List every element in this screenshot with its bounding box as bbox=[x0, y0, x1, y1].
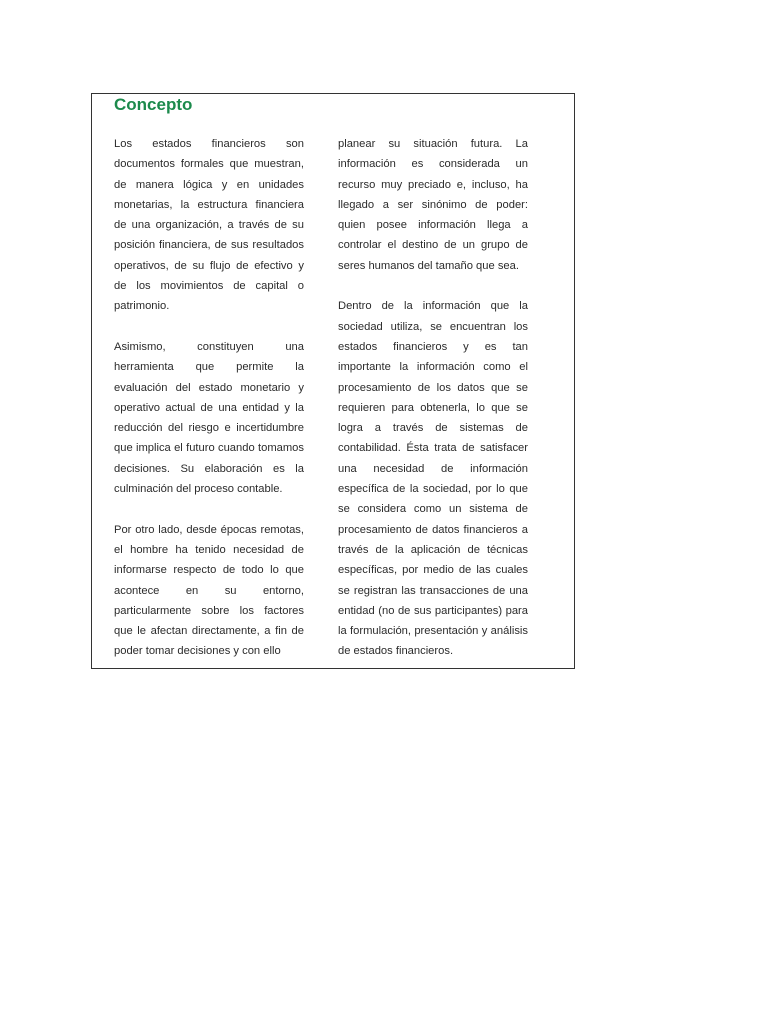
paragraph: Dentro de la información que la sociedad utiliza, se encuentran los estados financieros y es tan importante la información como el procesamiento de los datos que se requieren para obtenerla, lo que se logra a través de sistemas de contabilidad. Ésta trata de satisfacer una necesidad de información específica de la sociedad, por lo que se considera como un sistema de procesamiento de datos financieros a través de la aplicación de técnicas específicas, por medio de las cuales se registran las transacciones de una entidad (no de sus participantes) para la formulación, presentación y análisis de estados financieros. bbox=[338, 300, 528, 658]
left-column bbox=[114, 134, 304, 682]
right-column bbox=[338, 134, 528, 682]
document-frame bbox=[91, 93, 575, 669]
document-title: Concepto bbox=[114, 95, 193, 114]
paragraph: Asimismo, constituyen una herramienta que permite la evaluación del estado monetario y operativo actual de una entidad y la reducción del riesgo e incertidumbre que implica el futuro cuando tomamos decisiones. Su elaboración es la culminación del proceso contable. bbox=[114, 340, 304, 496]
paragraph: Los estados financieros son documentos formales que muestran, de manera lógica y en unidades monetarias, la estructura financiera de una organización, a través de su posición financiera, de sus resultados operativos, de su flujo de efectivo y de los movimientos de capital o patrimonio. bbox=[114, 138, 304, 313]
paragraph: planear su situación futura. La información es considerada un recurso muy preciado e, incluso, ha llegado a ser sinónimo de poder: quien posee información llega a controlar el destino de un grupo de seres humanos del tamaño que sea. bbox=[338, 138, 528, 272]
paragraph: Por otro lado, desde épocas remotas, el hombre ha tenido necesidad de informarse respecto de todo lo que acontece en su entorno, particularmente sobre los factores que le afectan directamente, a fin de poder tomar decisiones y con ello bbox=[114, 523, 304, 658]
